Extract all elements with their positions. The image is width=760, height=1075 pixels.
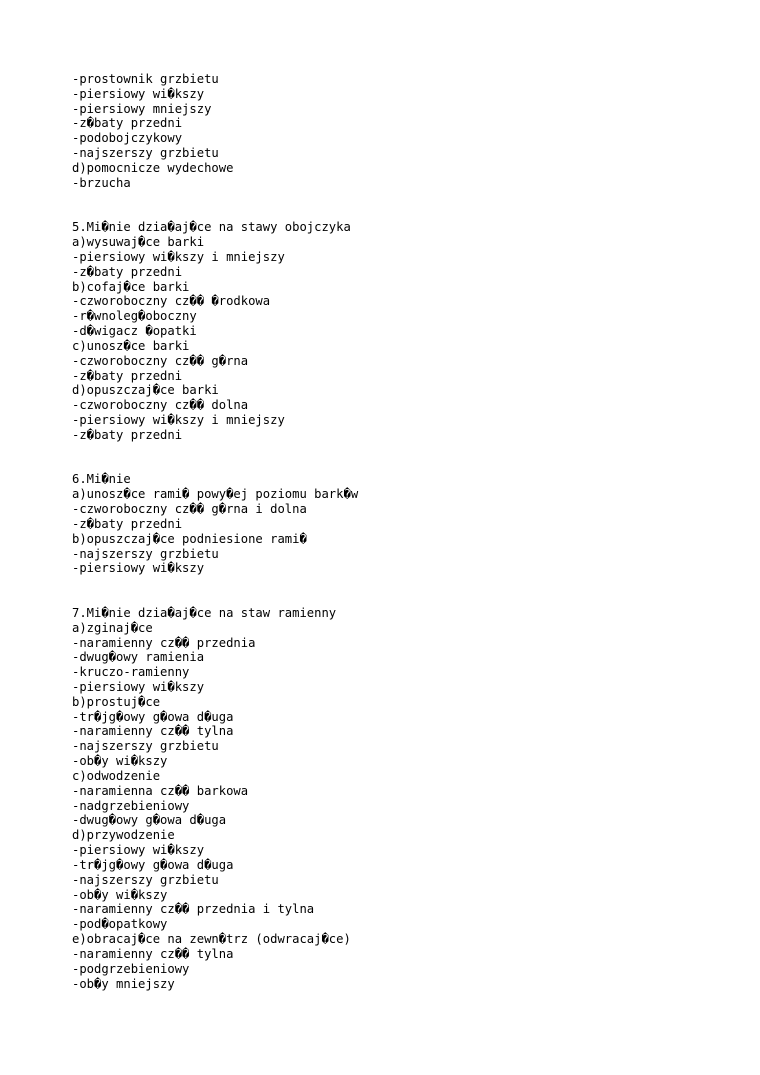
list-item: -ob�y wi�kszy xyxy=(72,754,168,769)
list-item: -naramienny cz�� tylna xyxy=(72,946,234,961)
list-item: -naramienny cz�� tylna xyxy=(72,724,234,739)
list-item: -naramienny cz�� przednia i tylna xyxy=(72,902,315,917)
list-item: -piersiowy wi�kszy xyxy=(72,843,205,858)
list-item: -tr�jg�owy g�owa d�uga xyxy=(72,857,234,872)
list-item: -nadgrzebieniowy xyxy=(72,798,190,813)
subsection-heading: d)przywodzenie xyxy=(72,828,175,843)
list-item: -pod�opatkowy xyxy=(72,917,168,932)
list-item: -tr�jg�owy g�owa d�uga xyxy=(72,709,234,724)
list-item: -naramienny cz�� przednia xyxy=(72,635,256,650)
list-item: -ob�y mniejszy xyxy=(72,976,175,991)
list-item: -czworoboczny cz�� dolna xyxy=(72,398,249,413)
subsection-heading: a)unosz�ce rami� powy�ej poziomu bark�w xyxy=(72,487,359,502)
section-heading: 7.Mi�nie dzia�aj�ce na staw ramienny xyxy=(72,605,337,620)
list-item: -czworoboczny cz�� �rodkowa xyxy=(72,294,271,309)
list-item: -z�baty przedni xyxy=(72,516,183,531)
subsection-heading: b)prostuj�ce xyxy=(72,694,161,709)
list-item: -z�baty przedni xyxy=(72,116,183,131)
list-item: -piersiowy wi�kszy xyxy=(72,561,205,576)
list-item: -piersiowy wi�kszy i mniejszy xyxy=(72,249,285,264)
section-heading: 6.Mi�nie xyxy=(72,472,131,487)
subsection-heading: d)opuszczaj�ce barki xyxy=(72,383,219,398)
section-gap xyxy=(72,191,358,221)
list-item: -dwug�owy g�owa d�uga xyxy=(72,813,227,828)
list-item: -czworoboczny cz�� g�rna i dolna xyxy=(72,502,307,517)
section-heading: 5.Mi�nie dzia�aj�ce na stawy obojczyka xyxy=(72,220,351,235)
list-item: -kruczo-ramienny xyxy=(72,665,190,680)
subsection-heading: e)obracaj�ce na zewn�trz (odwracaj�ce) xyxy=(72,932,351,947)
list-item: -piersiowy wi�kszy i mniejszy xyxy=(72,413,285,428)
list-item: -piersiowy wi�kszy xyxy=(72,86,205,101)
list-item: -najszerszy grzbietu xyxy=(72,546,219,561)
list-item: -najszerszy grzbietu xyxy=(72,739,219,754)
list-item: -dwug�owy ramienia xyxy=(72,650,205,665)
list-item: -najszerszy grzbietu xyxy=(72,146,219,161)
subsection-heading: a)zginaj�ce xyxy=(72,620,153,635)
section-gap xyxy=(72,576,358,606)
list-item: -r�wnoleg�oboczny xyxy=(72,309,197,324)
subsection-heading: b)opuszczaj�ce podniesione rami� xyxy=(72,531,307,546)
section-gap xyxy=(72,443,358,473)
list-item: -naramienna cz�� barkowa xyxy=(72,783,249,798)
list-item: -z�baty przedni xyxy=(72,264,183,279)
list-item: -z�baty przedni xyxy=(72,427,183,442)
list-item: -najszerszy grzbietu xyxy=(72,872,219,887)
list-item: -podobojczykowy xyxy=(72,131,183,146)
list-item: -podgrzebieniowy xyxy=(72,961,190,976)
document-text xyxy=(72,72,358,991)
subsection-heading: c)odwodzenie xyxy=(72,768,161,783)
list-item: -z�baty przedni xyxy=(72,368,183,383)
list-item: -piersiowy mniejszy xyxy=(72,101,212,116)
subsection-heading: a)wysuwaj�ce barki xyxy=(72,235,205,250)
subsection-heading: c)unosz�ce barki xyxy=(72,338,190,353)
list-item: -prostownik grzbietu xyxy=(72,72,219,86)
list-item: -brzucha xyxy=(72,175,131,190)
subsection-heading: b)cofaj�ce barki xyxy=(72,279,190,294)
list-item: -ob�y wi�kszy xyxy=(72,887,168,902)
subsection-heading: d)pomocnicze wydechowe xyxy=(72,160,234,175)
list-item: -czworoboczny cz�� g�rna xyxy=(72,353,249,368)
list-item: -piersiowy wi�kszy xyxy=(72,680,205,694)
list-item: -d�wigacz �opatki xyxy=(72,324,197,339)
